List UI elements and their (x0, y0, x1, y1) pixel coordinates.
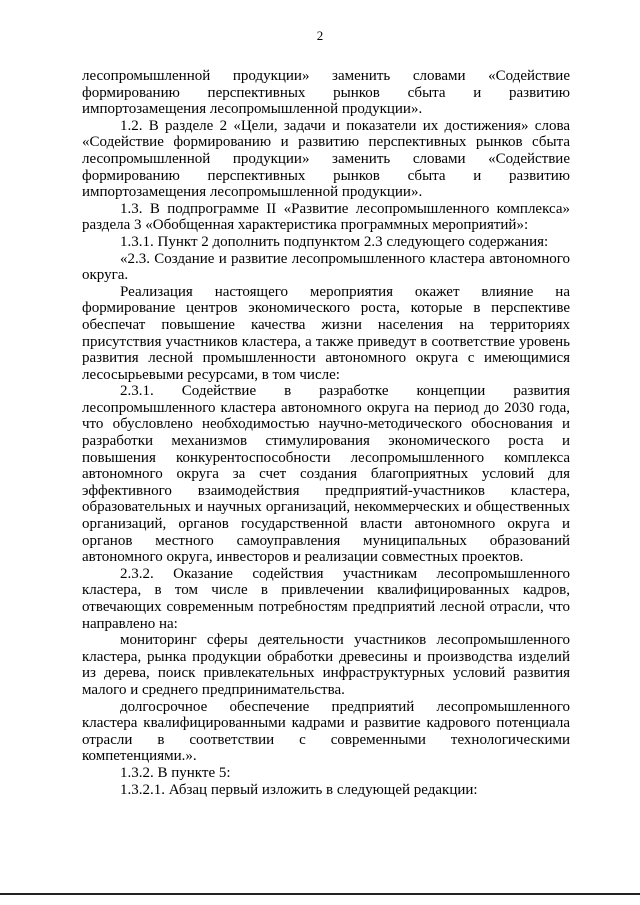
paragraph: мониторинг сферы деятельности участников лесопромышленного кластера, рынка продукции обработки древесины и производства изделий из дерева, поиск привлекательных инфраструктурных условий развития малого и среднего предпринимательства. (82, 632, 570, 698)
paragraph: 1.3. В подпрограмме II «Развитие лесопромышленного комплекса» раздела 3 «Обобщенная характеристика программных мероприятий»: (82, 200, 570, 234)
paragraph: 2.3.1. Содействие в разработке концепции развития лесопромышленного кластера автономного округа на период до 2030 года, что обусловлено необходимостью научно-методического обоснования и разработки механизмов стимулирования экономического роста и повышения конкурентоспособности лесопромышленного комплекса автономного округа за счет создания благоприятных условий для эффективного взаимодействия предприятий-участников кластера, образовательных и научных организаций, некоммерческих и общественных организаций, органов государственной власти автономного округа и органов местного самоуправления муниципальных образований автономного округа, инвесторов и реализации совместных проектов. (82, 383, 570, 566)
paragraph: долгосрочное обеспечение предприятий лесопромышленного кластера квалифицированными кадрами и развитие кадрового потенциала отрасли в соответствии с современными технологическими компетенциями.». (82, 698, 570, 765)
scan-bottom-edge (0, 893, 640, 895)
paragraph: Реализация настоящего мероприятия окажет влияние на формирование центров экономического роста, которые в перспективе обеспечат повышение качества жизни населения на территориях присутствия участников кластера, а также приведут в соответствие уровень развития лесной промышленности автономного округа с имеющимися лесосырьевыми ресурсами, в том числе: (82, 283, 570, 383)
paragraph: «2.3. Создание и развитие лесопромышленного кластера автономного округа. (82, 250, 570, 284)
paragraph: лесопромышленной продукции» заменить словами «Содействие формированию перспективных рынков сбыта и развитию импортозамещения лесопромышленной продукции». (82, 68, 570, 118)
paragraph: 1.2. В разделе 2 «Цели, задачи и показатели их достижения» слова «Содействие формированию и развитию перспективных рынков сбыта лесопромышленной продукции» заменить словами «Содействие формированию перспективных рынков сбыта и развитию импортозамещения лесопромышленной продукции». (82, 117, 570, 201)
document-body (82, 68, 570, 798)
paragraph: 1.3.2. В пункте 5: (120, 764, 231, 781)
page-number: 2 (316, 28, 324, 43)
paragraph: 1.3.2.1. Абзац первый изложить в следующей редакции: (120, 781, 478, 798)
paragraph: 1.3.1. Пункт 2 дополнить подпунктом 2.3 следующего содержания: (120, 233, 549, 250)
paragraph: 2.3.2. Оказание содействия участникам лесопромышленного кластера, в том числе в привлечении квалифицированных кадров, отвечающих современным потребностям предприятий лесной отрасли, что направлено на: (82, 565, 570, 632)
